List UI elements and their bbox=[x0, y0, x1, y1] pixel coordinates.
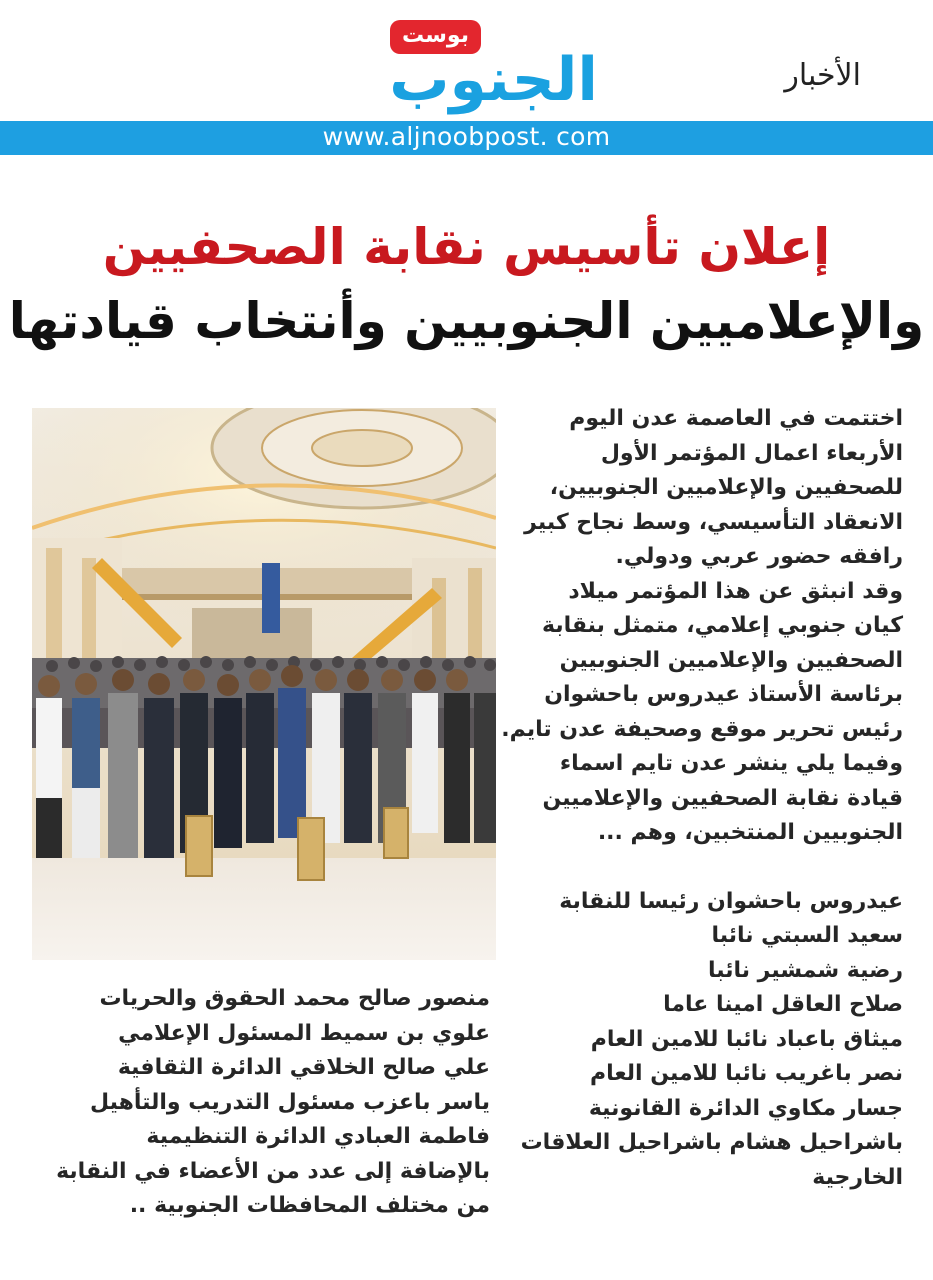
site-url[interactable]: www.aljnoobpost. com bbox=[322, 122, 611, 151]
member-line: باشراحيل هشام باشراحيل العلاقات bbox=[520, 1130, 903, 1155]
member-line: فاطمة العبادي الدائرة التنظيمية bbox=[146, 1124, 490, 1149]
article-column-left bbox=[40, 982, 490, 1224]
article-line: الجنوبيين المنتخبين، وهم ... bbox=[597, 820, 903, 845]
member-line: علوي بن سميط المسئول الإعلامي bbox=[118, 1020, 490, 1046]
article-line: اختتمت في العاصمة عدن اليوم bbox=[569, 406, 903, 431]
logo-badge: بوست bbox=[390, 20, 481, 54]
article-column-right bbox=[493, 402, 903, 1195]
member-line: جسار مكاوي الدائرة القانونية bbox=[588, 1095, 903, 1121]
member-line: نصر باغريب نائبا للامين العام bbox=[589, 1061, 903, 1086]
url-bar bbox=[0, 121, 933, 155]
article-line: الصحفيين والإعلاميين الجنوبيين bbox=[559, 647, 903, 673]
member-line: بالإضافة إلى عدد من الأعضاء في النقابة bbox=[56, 1158, 490, 1184]
member-line: رضية شمشير نائبا bbox=[707, 957, 903, 983]
member-line: ياسر باعزب مسئول التدريب والتأهيل bbox=[90, 1089, 490, 1115]
headline-line-2: والإعلاميين الجنوبيين وأنتخاب قيادتها bbox=[8, 292, 925, 350]
site-logo[interactable] bbox=[388, 14, 598, 122]
member-line: سعيد السبتي نائبا bbox=[711, 923, 903, 948]
section-label: الأخبار bbox=[784, 58, 861, 93]
article-line: الأربعاء اعمال المؤتمر الأول bbox=[600, 440, 903, 466]
member-line: الخارجية bbox=[812, 1164, 903, 1190]
article-line: كيان جنوبي إعلامي، متمثل بنقابة bbox=[541, 613, 903, 638]
article-line: وقد انبثق عن هذا المؤتمر ميلاد bbox=[568, 578, 903, 604]
member-line: منصور صالح محمد الحقوق والحريات bbox=[99, 986, 490, 1011]
headline bbox=[0, 210, 933, 358]
member-line: علي صالح الخلاقي الدائرة الثقافية bbox=[117, 1055, 490, 1080]
headline-line-1: إعلان تأسيس نقابة الصحفيين bbox=[102, 218, 831, 276]
logo-name: الجنوب bbox=[389, 45, 598, 115]
conference-hall-photo bbox=[32, 408, 496, 960]
article-line: رئيس تحرير موقع وصحيفة عدن تايم. bbox=[501, 716, 903, 742]
article-line: للصحفيين والإعلاميين الجنوبيين، bbox=[549, 475, 903, 500]
article-line: برئاسة الأستاذ عيدروس باحشوان bbox=[544, 682, 903, 707]
member-line: عيدروس باحشوان رئيسا للنقابة bbox=[559, 888, 903, 914]
article-line: وفيما يلي ينشر عدن تايم اسماء bbox=[559, 751, 903, 776]
paragraph-gap bbox=[493, 851, 903, 885]
photo-illustration bbox=[32, 408, 496, 960]
article-line: رافقه حضور عربي ودولي. bbox=[615, 544, 903, 569]
article-line: قيادة نقابة الصحفيين والإعلاميين bbox=[542, 785, 903, 811]
member-line: صلاح العاقل امينا عاما bbox=[663, 992, 903, 1017]
article-line: الانعقاد التأسيسي، وسط نجاح كبير bbox=[524, 509, 903, 535]
member-line: ميثاق باعباد نائبا للامين العام bbox=[590, 1026, 903, 1052]
member-line: من مختلف المحافظات الجنوبية .. bbox=[129, 1193, 490, 1218]
